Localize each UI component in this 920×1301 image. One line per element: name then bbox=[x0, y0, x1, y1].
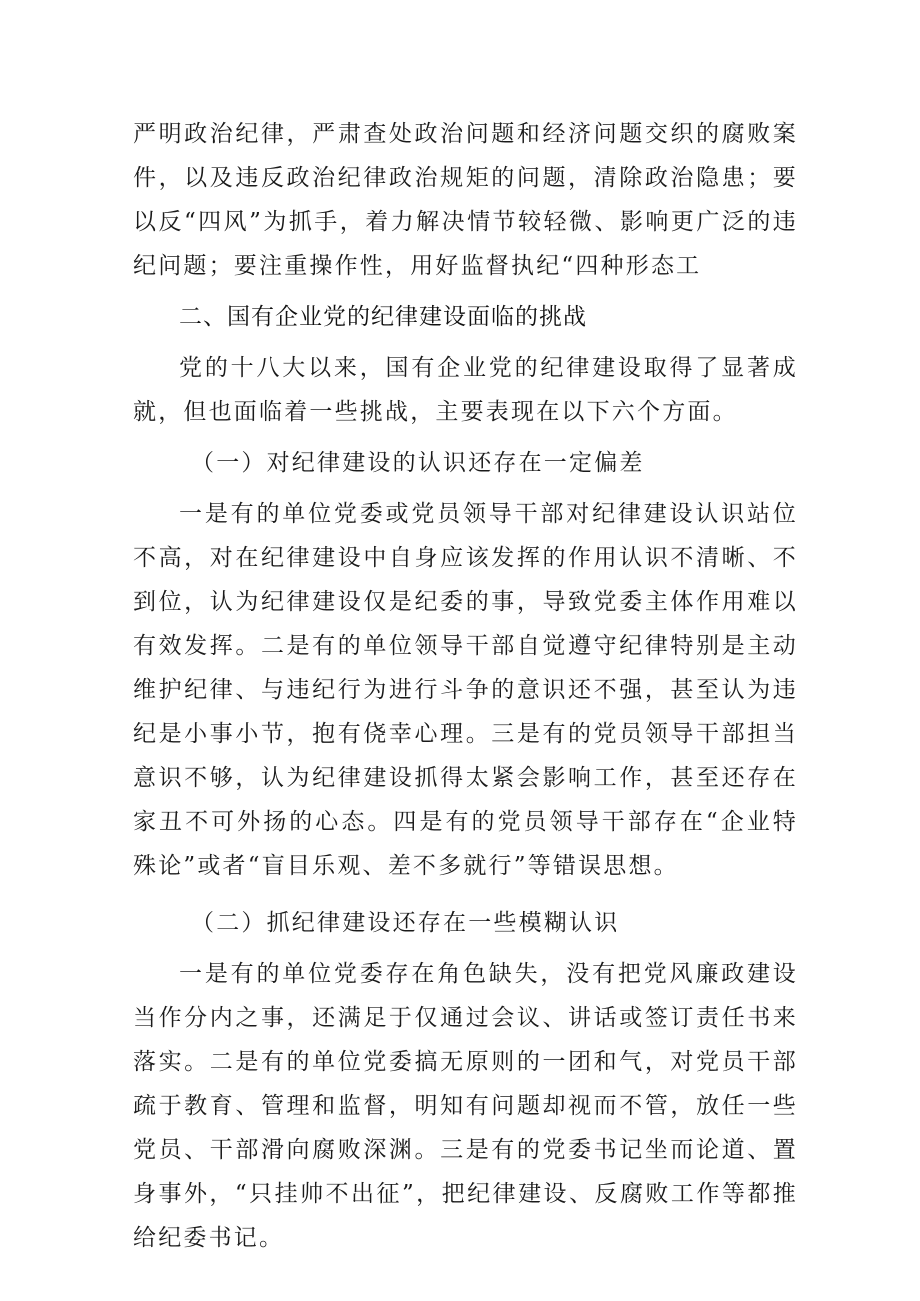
document-body bbox=[133, 112, 798, 1260]
subsection-2-heading: （二）抓纪律建设还存在一些模糊认识 bbox=[191, 910, 620, 936]
subsection-1-heading: （一）对纪律建设的认识还存在一定偏差 bbox=[191, 450, 645, 476]
subsection-1-body: 一是有的单位党委或党员领导干部对纪律建设认识站位不高，对在纪律建设中自身应该发挥的作用认识不清晰、不到位，认为纪律建设仅是纪委的事，导致党委主体作用难以有效发挥。二是有的单位领导干部自觉遵守纪律特别是主动维护纪律、与违纪行为进行斗争的意识还不强，甚至认为违纪是小事小节，抱有侥幸心理。三是有的党员领导干部担当意识不够，认为纪律建设抓得太紧会影响工作，甚至还存在家丑不可外扬的心态。四是有的党员领导干部存在“企业特殊论”或者“盲目乐观、差不多就行”等错误思想。 bbox=[133, 501, 798, 879]
spacer bbox=[133, 888, 798, 900]
section-2-heading: 二、国有企业党的纪律建设面临的挑战 bbox=[179, 304, 587, 330]
section-2-intro-paragraph: 党的十八大以来，国有企业党的纪律建设取得了显著成就，但也面临着一些挑战，主要表现在以下六个方面。 bbox=[133, 355, 798, 425]
intro-paragraph: 严明政治纪律，严肃查处政治问题和经济问题交织的腐败案件，以及违反政治纪律政治规矩的问题，清除政治隐患；要以反“四风”为抓手，着力解决情节较轻微、影响更广泛的违纪问题；要注重操作性，用好监督执纪“四种形态工 bbox=[133, 121, 798, 279]
subsection-2-body: 一是有的单位党委存在角色缺失，没有把党风廉政建设当作分内之事，还满足于仅通过会议、讲话或签订责任书来落实。二是有的单位党委搞无原则的一团和气，对党员干部疏于教育、管理和监督，明知有问题却视而不管，放任一些党员、干部滑向腐败深渊。三是有的党委书记坐而论道、置身事外，“只挂帅不出征”，把纪律建设、反腐败工作等都推给纪委书记。 bbox=[133, 961, 798, 1251]
